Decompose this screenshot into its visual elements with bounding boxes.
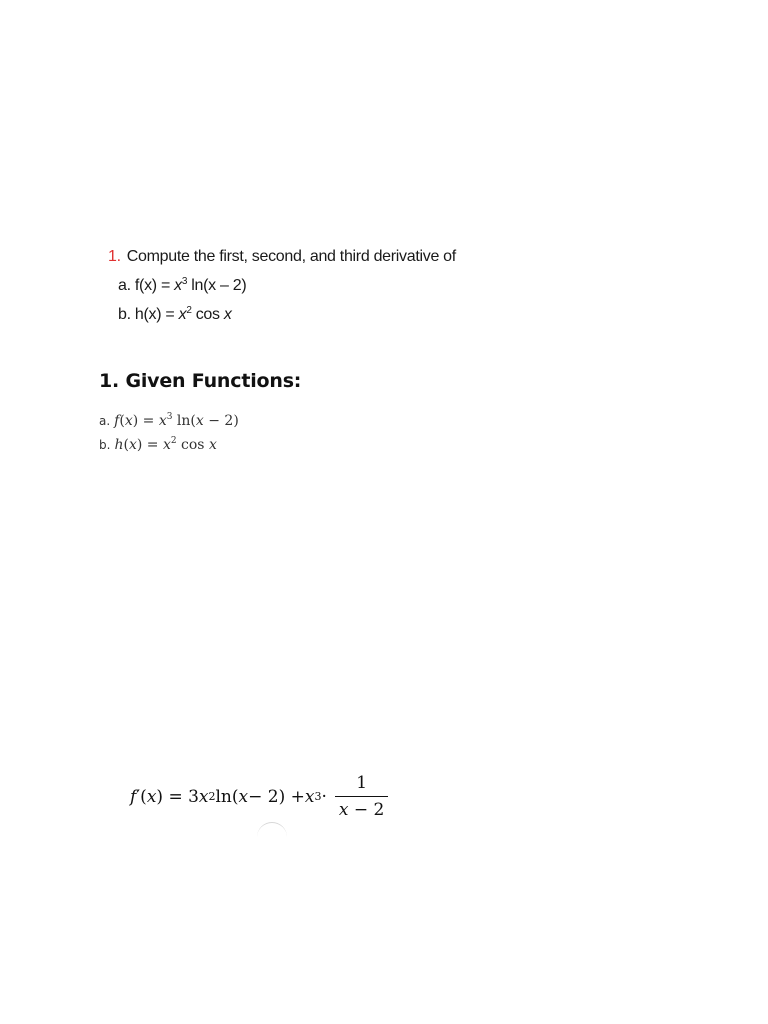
item-func-name: h(x) = (134, 306, 179, 323)
given-eq: ) = (132, 413, 159, 429)
given-lhs: f (114, 413, 120, 429)
given-arg: x (128, 437, 137, 453)
problem-item-a (108, 275, 456, 304)
given-rest-var: x (195, 413, 204, 429)
deriv-var3: x (304, 786, 315, 807)
deriv-lhs: f (130, 786, 137, 807)
given-exponent: 2 (170, 436, 177, 446)
deriv-prime: ′ (136, 786, 141, 807)
given-rest: cos (176, 437, 209, 453)
deriv-ln: ln( (215, 786, 239, 807)
given-lhs: h (114, 437, 124, 453)
given-var: x (158, 413, 167, 429)
item-label: a. (118, 277, 131, 294)
given-exponent: 3 (166, 412, 173, 422)
fraction-den-var: x (338, 800, 349, 820)
faint-cursor-indicator (257, 822, 287, 837)
item-func-name: f(x) = (134, 277, 175, 294)
given-functions (99, 410, 239, 458)
deriv-arg: x (146, 786, 157, 807)
item-rest: ln(x – 2) (187, 277, 247, 294)
item-rest: cos (191, 306, 224, 323)
section-heading: 1. Given Functions: (99, 370, 302, 392)
item-exponent: 3 (181, 276, 188, 287)
problem-statement (108, 246, 456, 333)
problem-item-b (108, 304, 456, 333)
deriv-eq: ) = 3 (156, 786, 199, 807)
given-tail: − 2) (203, 413, 239, 429)
given-item-b: b. $h(x) = x^2$ cos x (99, 436, 217, 453)
item-var: x (178, 306, 187, 323)
fraction-numerator: 1 (356, 773, 368, 793)
item-var: x (174, 277, 182, 294)
given-rest-var: x (208, 437, 217, 453)
problem-number: 1. (108, 248, 121, 265)
fraction-denominator (335, 797, 388, 821)
given-label: b. (99, 438, 111, 452)
first-derivative-equation: f ′ ( x ) = 3 x 2 ln( x − 2) + x 3 · $\frac{1}{x - 2}$ (130, 772, 388, 821)
fraction-den-rest: − 2 (348, 800, 385, 820)
deriv-var1: x (198, 786, 209, 807)
item-exponent: 2 (186, 305, 192, 316)
deriv-mid: − 2) + (248, 786, 305, 807)
deriv-var2: x (238, 786, 249, 807)
given-arg: x (124, 413, 133, 429)
deriv-dot: · (321, 786, 327, 807)
given-label: a. (99, 414, 111, 428)
given-rest: ln( (172, 413, 196, 429)
given-item-a: a. $f(x) = x^3$ ln(x − 2) (99, 412, 239, 429)
given-var: x (162, 437, 171, 453)
problem-prompt: Compute the first, second, and third derivative of (126, 248, 456, 265)
given-eq: ) = (136, 437, 163, 453)
item-rest-var: x (223, 306, 232, 323)
fraction (335, 772, 388, 821)
item-label: b. (118, 306, 131, 323)
problem-prompt-line (108, 246, 456, 275)
